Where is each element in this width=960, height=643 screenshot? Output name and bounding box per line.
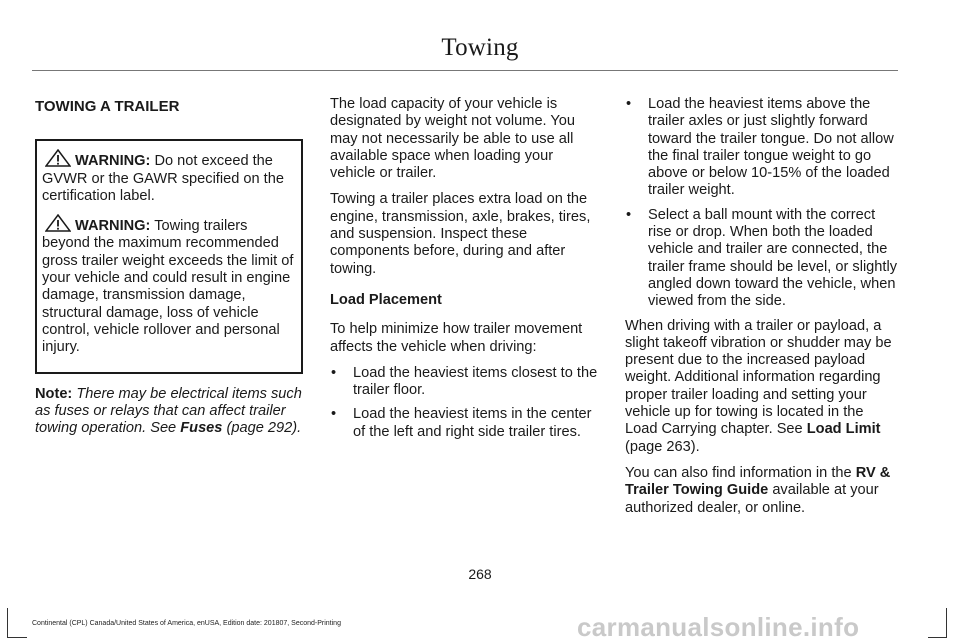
- bullet-list-load-placement: [330, 365, 602, 441]
- crop-mark: [946, 608, 947, 638]
- paragraph-takeoff-vibration: When driving with a trailer or payload, a slight takeoff vibration or shudder may be present due to the increased payload weight. Additional information regarding proper trailer loading and setting your vehicle up for towing is located in the Load Carrying chapter. See Load Limit (page 263).: [625, 317, 892, 455]
- warning-2-label: WARNING:: [75, 218, 151, 235]
- watermark-logo: carmanualsonline.info: [577, 612, 860, 642]
- page-number: 268: [468, 566, 492, 582]
- crop-mark: [7, 608, 8, 638]
- column-middle: [330, 96, 602, 448]
- rv-trailer-guide-link[interactable]: RV & Trailer Towing Guide: [625, 464, 891, 499]
- crop-mark: [928, 637, 947, 638]
- load-limit-link[interactable]: Load Limit: [806, 421, 881, 438]
- paragraph-load-capacity: The load capacity of your vehicle is designated by weight not volume. You may not necessarily be able to use all available space when loading your vehicle or trailer.: [330, 96, 576, 182]
- warning-2-text: Towing trailers beyond the maximum recommended gross trailer weight exceeds the limit of your vehicle and could result in engine damage, transmission damage, structural damage, loss of vehicle control, vehicle rollover and personal injury.: [42, 218, 294, 356]
- paragraph-rv-guide: You can also find information in the RV & Trailer Towing Guide available at your authorized dealer, or online.: [625, 464, 891, 516]
- bullet-list-continued: [625, 96, 897, 311]
- crop-mark: [7, 637, 27, 638]
- list-item: • Load the heaviest items closest to the trailer floor.: [330, 365, 602, 400]
- header-rule: [32, 70, 898, 71]
- list-item: • Select a ball mount with the correct rise or drop. When both the loaded vehicle and trailer are connected, the trailer frame should be level, or slightly angled down toward the vehicle, when viewed from the side.: [625, 207, 897, 311]
- subhead-load-placement: Load Placement: [330, 291, 442, 308]
- column-left: [35, 96, 303, 446]
- warning-2: [42, 214, 297, 356]
- note-text: There may be electrical items such as fuses or relays that can affect trailer towing operation. See: [35, 385, 302, 437]
- load-limit-page-ref: (page 263).: [625, 438, 700, 455]
- page-header-title: Towing: [441, 34, 519, 61]
- warning-1: [42, 149, 297, 205]
- warning-triangle-icon: [45, 214, 71, 232]
- note-paragraph: [35, 386, 303, 438]
- warning-1-label: WARNING:: [75, 153, 151, 170]
- list-item: • Load the heaviest items above the trailer axles or just slightly forward toward the trailer tongue. Do not allow the final trailer tongue weight to go above or below 10-15% of the loaded trailer weight.: [625, 96, 897, 200]
- paragraph-minimize-movement: To help minimize how trailer movement affects the vehicle when driving:: [330, 321, 583, 355]
- column-right: [625, 96, 897, 526]
- warning-1-text: Do not exceed the GVWR or the GAWR specified on the certification label.: [42, 153, 284, 204]
- warning-triangle-icon: [45, 149, 71, 167]
- warning-box: [35, 139, 303, 373]
- note-page-ref: (page 292).: [226, 420, 302, 437]
- fuses-link[interactable]: Fuses: [180, 420, 223, 437]
- paragraph-extra-load: Towing a trailer places extra load on the engine, transmission, axle, brakes, tires, and suspension. Inspect these components before, during and after towing.: [330, 191, 591, 277]
- list-item: • Load the heaviest items in the center of the left and right side trailer tires.: [330, 406, 602, 441]
- note-label: Note:: [35, 385, 73, 402]
- footer-edition-info: Continental (CPL) Canada/United States of America, enUSA, Edition date: 201807, Second-Printing: [32, 620, 341, 627]
- section-title: TOWING A TRAILER: [35, 98, 180, 115]
